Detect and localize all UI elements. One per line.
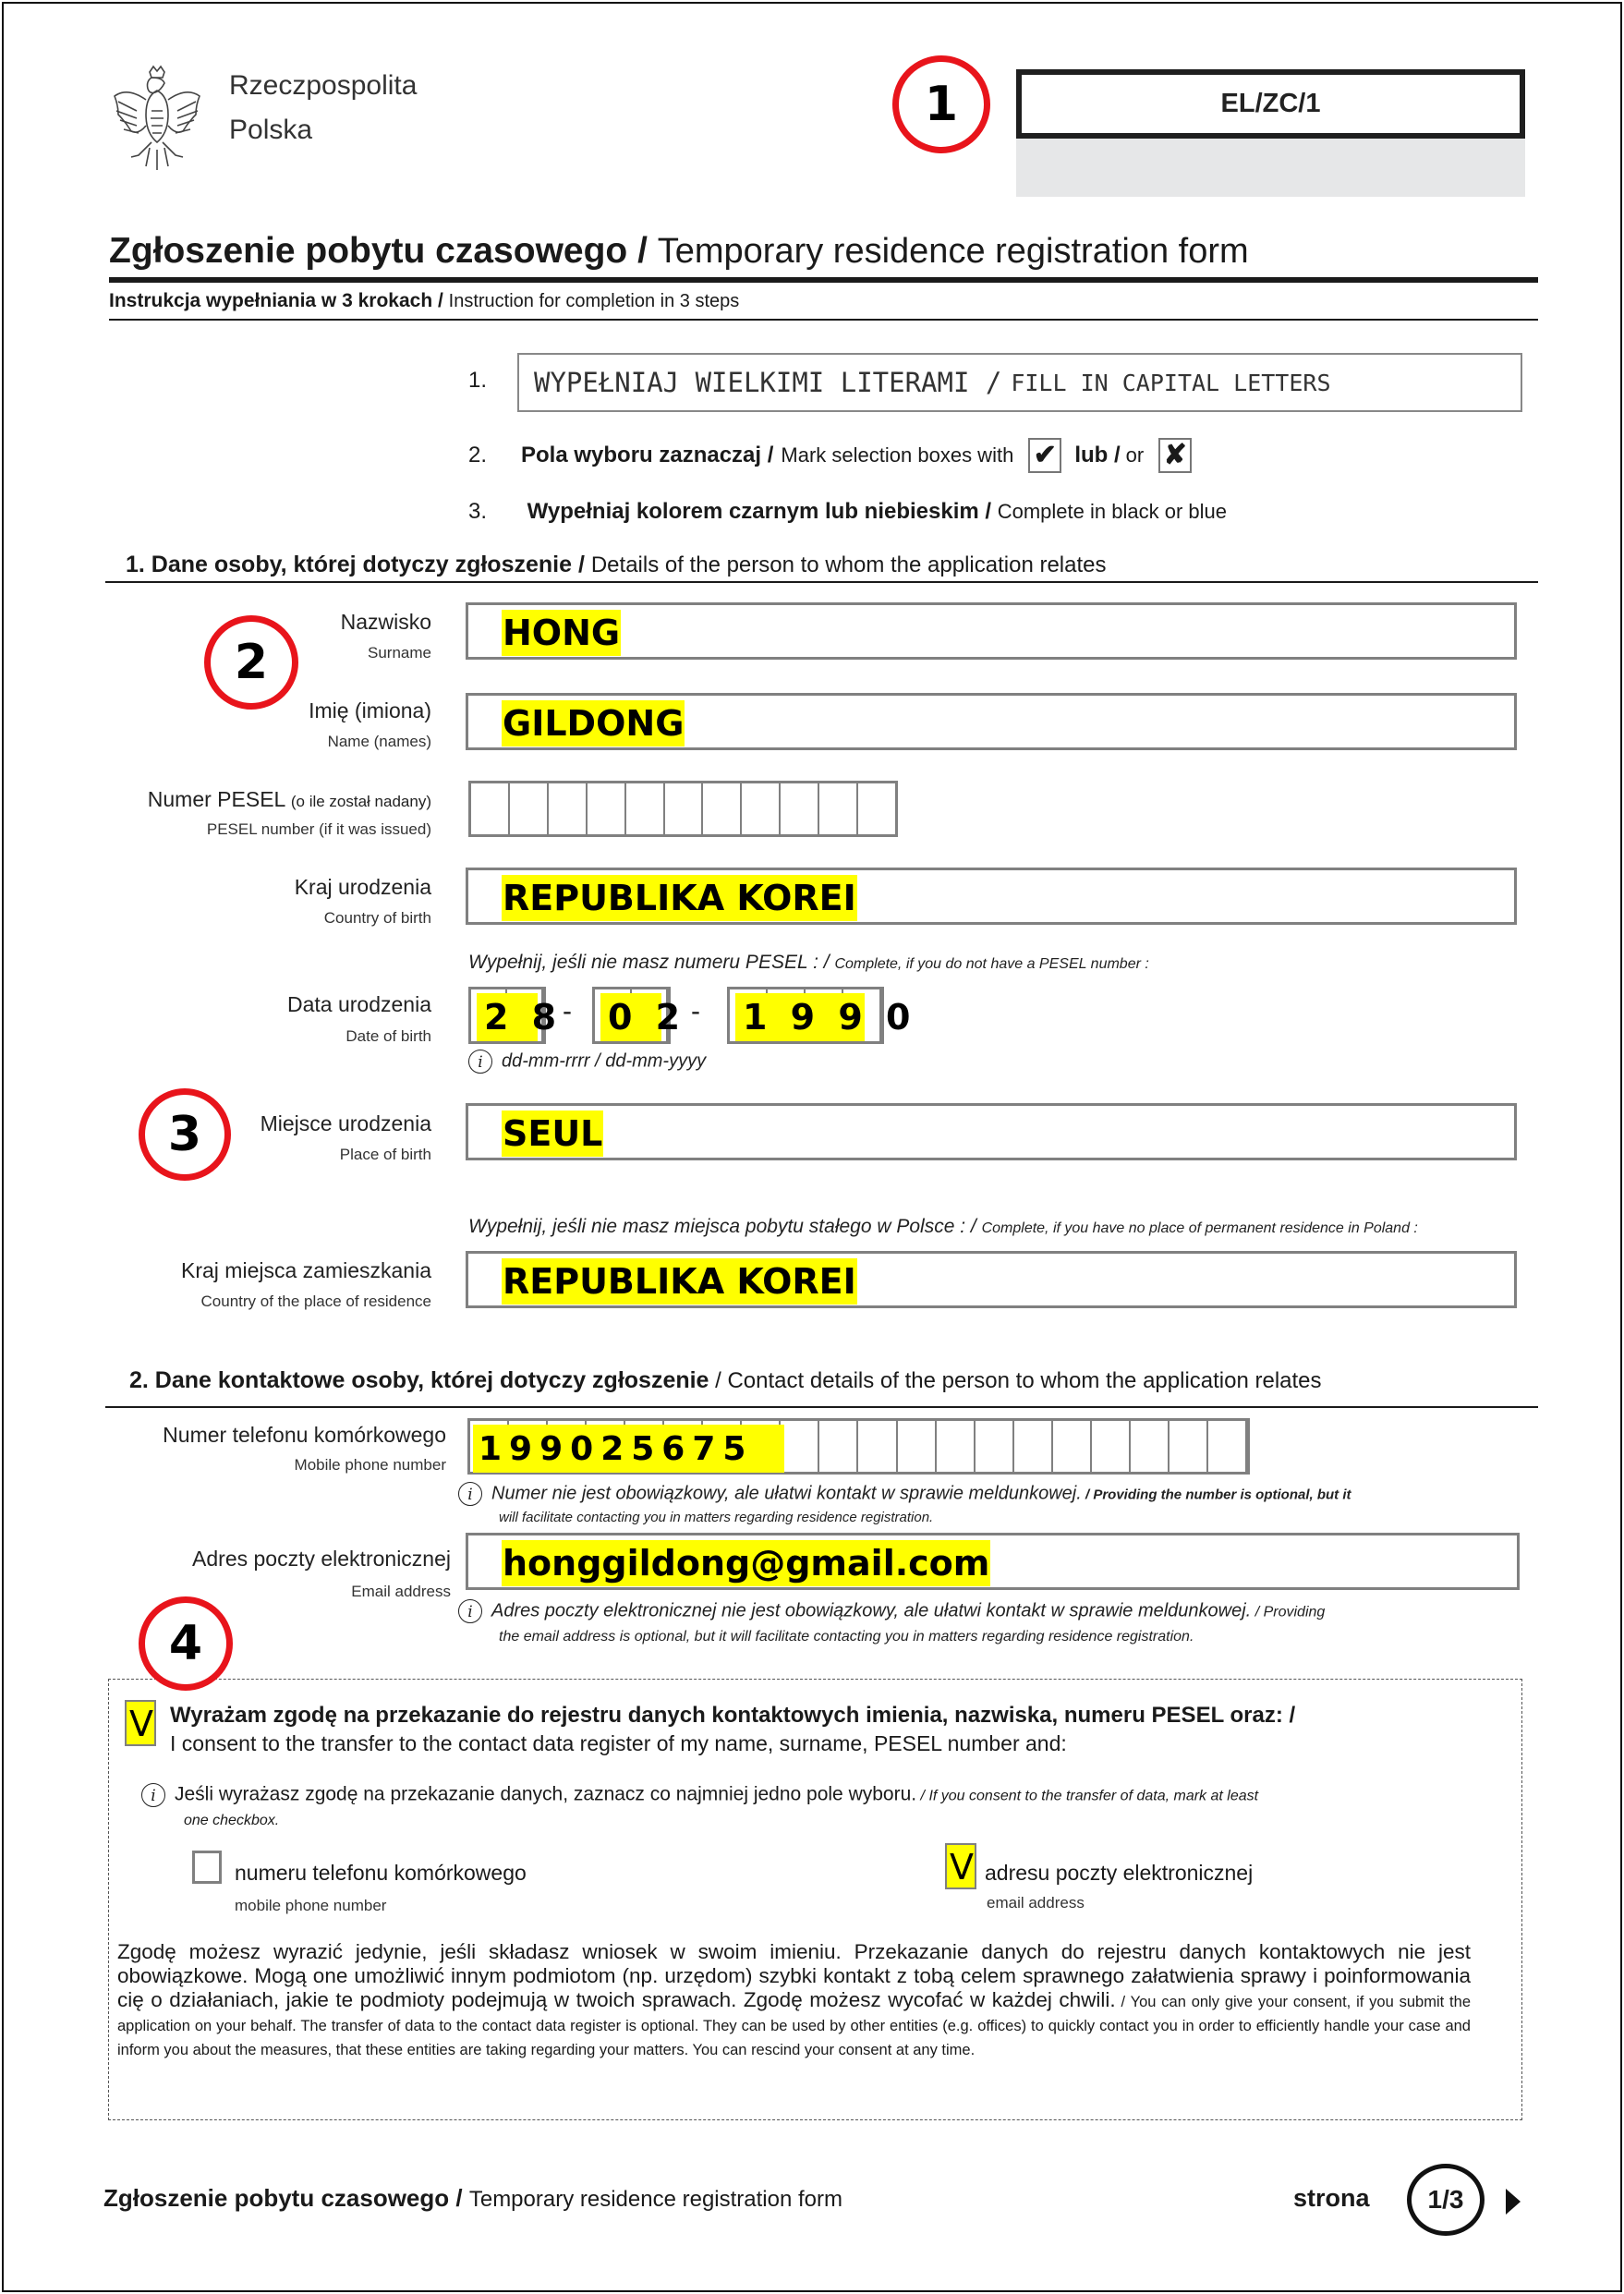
residence-note (468, 1216, 1418, 1238)
section-2-rule (105, 1406, 1538, 1408)
place-of-birth-label-en: Place of birth (339, 1146, 431, 1163)
instruction-3-pl: Wypełniaj kolorem czarnym lub niebieskim / (527, 499, 992, 524)
dob-month-value: 0 2 (600, 993, 661, 1041)
country-of-residence-label-en: Country of the place of residence (200, 1293, 431, 1310)
dob-format-hint (468, 1050, 706, 1074)
pesel-label-en: PESEL number (if it was issued) (206, 820, 431, 838)
dob-separator-1: - (563, 996, 572, 1026)
dob-note-en: Complete, if you do not have a PESEL number : (834, 956, 1149, 972)
pesel-cell[interactable] (703, 783, 742, 834)
country-of-birth-value: REPUBLIKA KOREI (502, 875, 857, 921)
pesel-label-pl: Numer PESEL (147, 787, 285, 811)
cross-icon: ✘ (1158, 438, 1192, 473)
subtitle-pl: Instrukcja wypełniania w 3 krokach / (109, 290, 443, 311)
name-field[interactable] (466, 693, 1517, 750)
pesel-cell[interactable] (665, 783, 704, 834)
consent-main-pl: Wyrażam zgodę na przekazanie do rejestru danych kontaktowych imienia, nazwiska, numeru PESEL oraz: / (170, 1703, 1296, 1728)
consent-paragraph (117, 1940, 1471, 2060)
consent-info (141, 1783, 1258, 1832)
dob-year-field[interactable] (727, 987, 916, 1044)
pesel-label (148, 787, 431, 812)
consent-main-check-mark: V (129, 1704, 153, 1744)
pesel-label-note: (o ile został nadany) (290, 793, 431, 810)
page-indicator (1407, 2164, 1485, 2236)
country-of-birth-field[interactable] (466, 868, 1517, 925)
consent-main-text (170, 1702, 1295, 1758)
email-info (458, 1599, 1325, 1648)
pesel-cell[interactable] (781, 783, 819, 834)
phone-info-pl: Numer nie jest obowiązkowy, ale ułatwi kontakt w sprawie meldunkowej. (491, 1483, 1082, 1504)
section-1-heading-pl: 1. Dane osoby, której dotyczy zgłoszenie / (126, 552, 585, 577)
dob-format-hint-text: dd-mm-rrrr / dd-mm-yyyy (502, 1050, 707, 1072)
subtitle-en: Instruction for completion in 3 steps (448, 291, 740, 311)
pesel-cell[interactable] (858, 783, 895, 834)
pesel-input-grid[interactable] (468, 781, 898, 837)
page-indicator-text: 1/3 (1427, 2185, 1464, 2214)
consent-email-check-mark: V (950, 1847, 974, 1887)
email-info-en-2: the email address is optional, but it will facilitate contacting you in matters regarding residence registration. (499, 1628, 1194, 1645)
title-rule (109, 277, 1538, 283)
consent-paragraph-en: / You can only give your consent, if you submit the application on your behalf. The transfer of data to the contact data register is optional. They can be used by other entities (e.g. offices) to quickly contact you in order to efficiently handle your case and inform you about the measures, that these entities are taking regarding your matters. You can rescind your consent at any time. (117, 1994, 1471, 2058)
annotation-marker-2: 2 (204, 615, 298, 710)
consent-main-checkbox[interactable] (125, 1700, 156, 1746)
consent-paragraph-pl: Zgodę możesz wyrazić jedynie, jeśli składasz wniosek w swoim imieniu. Przekazanie danych do rejestru danych kontaktowych nie jest obowiązkowe. Mogą one umożliwić innym podmiotom (np. urzędom) szybki kontakt z tobą celem sprawnego załatwienia sprawy i poinformowania cię o działaniach, jakie te podmioty podejmują w twoich sprawach. Zgodę możesz wycofać w każdej chwili. (117, 1940, 1471, 2011)
page-label: strona (1293, 2184, 1370, 2212)
annotation-marker-1: 1 (892, 55, 990, 153)
pesel-cell[interactable] (549, 783, 588, 834)
consent-main-en: I consent to the transfer to the contact data register of my name, surname, PESEL number and: (170, 1731, 1067, 1755)
email-label-en: Email address (351, 1583, 451, 1600)
pesel-cell[interactable] (471, 783, 510, 834)
instruction-1-box (517, 353, 1522, 412)
dob-note-pl: Wypełnij, jeśli nie masz numeru PESEL : / (468, 952, 830, 973)
phone-info-en-2: will facilitate contacting you in matters regarding residence registration. (499, 1510, 934, 1525)
country-of-residence-field[interactable] (466, 1251, 1517, 1308)
email-value: honggildong@gmail.com (502, 1540, 990, 1586)
annotation-marker-3: 3 (139, 1088, 231, 1181)
consent-info-pl: Jeśli wyrażasz zgodę na przekazanie danych, zaznacz co najmniej jedno pole wyboru. (175, 1783, 917, 1805)
eagle-icon (109, 65, 205, 174)
consent-email-label-en: email address (987, 1894, 1085, 1912)
instruction-2-number: 2. (468, 443, 488, 467)
country-name-line2: Polska (229, 115, 313, 145)
annotation-marker-4: 4 (139, 1596, 233, 1691)
checkmark-icon: ✔ (1028, 438, 1061, 473)
instruction-3-number: 3. (468, 499, 488, 524)
next-page-arrow-icon[interactable] (1506, 2189, 1521, 2215)
place-of-birth-field[interactable] (466, 1103, 1517, 1160)
instruction-1-number: 1. (468, 368, 488, 393)
email-info-en: / Providing (1251, 1604, 1326, 1620)
country-of-residence-label: Kraj miejsca zamieszkania (181, 1258, 431, 1282)
surname-label: Nazwisko (340, 610, 431, 634)
surname-field[interactable] (466, 602, 1517, 660)
dob-separator-2: - (691, 996, 700, 1026)
surname-label-en: Surname (368, 644, 431, 661)
page-title-en: Temporary residence registration form (657, 232, 1249, 271)
form-code-box (1016, 69, 1525, 139)
footer-title-en: Temporary residence registration form (468, 2187, 842, 2212)
country-of-birth-label-en: Country of birth (323, 909, 431, 927)
instruction-2-or-pl: lub / (1074, 443, 1121, 467)
dob-day-field[interactable] (468, 987, 563, 1044)
consent-info-en: / If you consent to the transfer of data, mark at least (916, 1788, 1259, 1804)
section-2-heading (129, 1367, 1322, 1394)
instruction-3-en: Complete in black or blue (997, 500, 1227, 523)
dob-label-en: Date of birth (345, 1027, 431, 1045)
country-of-birth-label: Kraj urodzenia (294, 875, 431, 899)
dob-month-field[interactable] (592, 987, 686, 1044)
dob-note (468, 952, 1149, 974)
phone-info-en: / Providing the number is optional, but it (1081, 1487, 1351, 1503)
instruction-2-or-en: or (1125, 443, 1145, 467)
section-2-heading-en: / Contact details of the person to whom the application relates (709, 1368, 1322, 1393)
phone-input-grid[interactable] (467, 1418, 1250, 1475)
footer-title (103, 2184, 842, 2213)
email-field[interactable] (466, 1533, 1520, 1590)
surname-value: HONG (502, 610, 621, 656)
info-icon: i (458, 1482, 482, 1506)
email-info-pl: Adres poczty elektronicznej nie jest obowiązkowy, ale ułatwi kontakt w sprawie meldunkowej. (491, 1600, 1252, 1621)
form-code: EL/ZC/1 (1220, 89, 1321, 118)
info-icon: i (468, 1050, 492, 1074)
consent-info-en-2: one checkbox. (184, 1812, 280, 1828)
page-title (109, 231, 1249, 272)
phone-label: Numer telefonu komórkowego (163, 1423, 446, 1447)
pesel-cell[interactable] (742, 783, 781, 834)
instruction-2 (468, 438, 1192, 473)
consent-email-label: adresu poczty elektronicznej (985, 1861, 1254, 1885)
place-of-birth-label: Miejsce urodzenia (260, 1111, 431, 1135)
polish-eagle-emblem (109, 65, 205, 174)
country-name-line1: Rzeczpospolita (229, 70, 418, 101)
section-1-heading (126, 552, 1107, 578)
name-value: GILDONG (502, 700, 685, 746)
instruction-2-pl: Pola wyboru zaznaczaj / (521, 443, 774, 467)
section-1-heading-en: Details of the person to whom the application relates (590, 552, 1107, 577)
info-icon: i (141, 1783, 165, 1807)
instruction-3 (468, 499, 1227, 525)
section-1-rule (105, 581, 1538, 583)
phone-value: 199025675 (473, 1425, 784, 1473)
section-2-heading-pl: 2. Dane kontaktowe osoby, której dotyczy zgłoszenie (129, 1367, 709, 1393)
pesel-cell[interactable] (819, 783, 858, 834)
consent-phone-checkbox[interactable] (192, 1851, 222, 1884)
instruction-1-en: FILL IN CAPITAL LETTERS (1011, 369, 1331, 396)
dob-day-value: 2 8 (477, 993, 538, 1041)
phone-info (458, 1482, 1351, 1528)
instructions-subtitle (109, 290, 739, 312)
phone-label-en: Mobile phone number (294, 1456, 446, 1474)
country-of-residence-value: REPUBLIKA KOREI (502, 1258, 857, 1305)
dob-label: Data urodzenia (287, 992, 431, 1016)
pesel-cell[interactable] (510, 783, 549, 834)
residence-note-en: Complete, if you have no place of permanent residence in Poland : (981, 1220, 1418, 1236)
info-icon: i (458, 1599, 482, 1623)
instruction-2-en: Mark selection boxes with (781, 443, 1014, 467)
dob-year-value: 1 9 9 0 (735, 993, 865, 1041)
consent-email-checkbox[interactable] (945, 1843, 976, 1889)
consent-phone-label-en: mobile phone number (235, 1897, 387, 1914)
subtitle-rule (109, 319, 1538, 321)
pesel-cell[interactable] (588, 783, 626, 834)
email-label: Adres poczty elektronicznej (192, 1547, 451, 1571)
footer-title-pl: Zgłoszenie pobytu czasowego / (103, 2184, 463, 2212)
page-title-pl: Zgłoszenie pobytu czasowego / (109, 231, 648, 271)
name-label-en: Name (names) (327, 733, 431, 750)
consent-phone-label: numeru telefonu komórkowego (235, 1861, 527, 1885)
instruction-1-pl: WYPEŁNIAJ WIELKIMI LITERAMI / (534, 367, 1002, 398)
residence-note-pl: Wypełnij, jeśli nie masz miejsca pobytu stałego w Polsce : / (468, 1216, 976, 1237)
name-label: Imię (imiona) (309, 698, 431, 722)
place-of-birth-value: SEUL (502, 1111, 603, 1157)
pesel-cell[interactable] (626, 783, 665, 834)
